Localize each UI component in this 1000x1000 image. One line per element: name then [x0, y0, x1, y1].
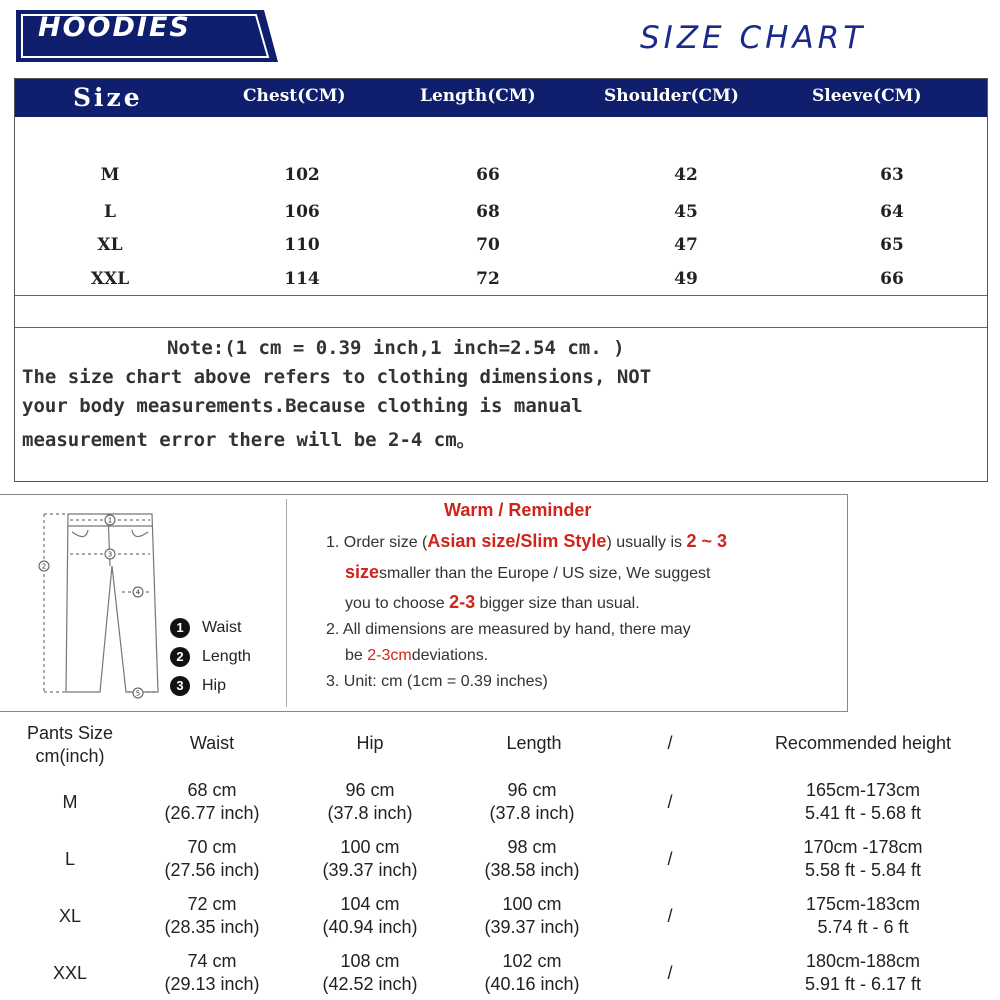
cell-inch: (42.52 inch) — [322, 974, 418, 994]
cell-cm: 180cm-188cm — [805, 951, 921, 971]
legend-waist — [170, 618, 241, 638]
cell-cm: 100 cm — [502, 894, 562, 914]
cell-cm: 72 cm — [187, 894, 237, 914]
pants-row-xxl-size: XXL — [52, 963, 88, 983]
pants-row-xl-height — [730, 893, 996, 939]
pants-row-xxl-height — [730, 950, 996, 996]
pants-row-xl-size: XL — [58, 906, 82, 926]
cell-cm: 175cm-183cm — [805, 894, 921, 914]
reminder-title: Warm / Reminder — [444, 500, 592, 520]
pants-header-size — [0, 722, 140, 768]
legend-number-badge: 3 — [170, 676, 190, 696]
reminder-line-6: 3. Unit: cm (1cm = 0.39 inches) — [326, 673, 548, 690]
pants-row-xxl-slash: / — [667, 963, 673, 983]
cell-ft: 5.41 ft - 5.68 ft — [804, 803, 922, 823]
cell-inch: (40.16 inch) — [484, 974, 580, 994]
legend-number-badge: 2 — [170, 647, 190, 667]
reminder-highlight: 2 ~ 3 — [686, 531, 728, 551]
cell-ft: 5.74 ft - 6 ft — [817, 917, 909, 937]
cell-cm: 68 cm — [187, 780, 237, 800]
reminder-line-3 — [345, 592, 640, 613]
cell-inch: (40.94 inch) — [322, 917, 418, 937]
header-size: Size — [73, 83, 143, 112]
cell-ft: 5.58 ft - 5.84 ft — [804, 860, 922, 880]
reminder-line-5 — [345, 647, 488, 665]
divider — [286, 499, 287, 707]
row-l-shoulder: 45 — [674, 202, 698, 222]
row-xxl-chest: 114 — [284, 269, 320, 289]
reminder-line-4: 2. All dimensions are measured by hand, there may — [326, 621, 691, 638]
pants-row-l-slash: / — [667, 849, 673, 869]
row-m-length: 66 — [476, 165, 500, 185]
cell-cm: 170cm -178cm — [803, 837, 923, 857]
row-m-shoulder: 42 — [674, 165, 698, 185]
legend-label: Length — [202, 648, 251, 666]
reminder-text: deviations. — [411, 647, 489, 664]
row-m-sleeve: 63 — [880, 165, 904, 185]
row-xl-chest: 110 — [284, 235, 320, 255]
cell-inch: (29.13 inch) — [164, 974, 260, 994]
cell-cm: 74 cm — [187, 951, 237, 971]
divider — [15, 295, 987, 296]
row-xxl-size: XXL — [90, 269, 130, 289]
cell-cm: 102 cm — [502, 951, 562, 971]
pants-row-l-height — [730, 836, 996, 882]
hoodies-badge-label: HOODIES — [38, 12, 191, 43]
reminder-line-2 — [345, 562, 710, 583]
reminder-text: ) usually is — [606, 534, 687, 551]
cell-cm: 98 cm — [507, 837, 557, 857]
row-xl-length: 70 — [476, 235, 500, 255]
cell-inch: (37.8 inch) — [327, 803, 413, 823]
pants-row-xxl-waist — [142, 950, 282, 996]
legend-length — [170, 647, 251, 667]
legend-label: Waist — [202, 619, 242, 637]
cell-cm: 70 cm — [187, 837, 237, 857]
header-shoulder: Shoulder(CM) — [604, 86, 739, 106]
note-line: measurement error there will be 2-4 cm。 — [22, 429, 476, 451]
pants-row-m-hip — [300, 779, 440, 825]
row-l-sleeve: 64 — [880, 202, 904, 222]
legend-label: Hip — [202, 677, 227, 695]
size-chart-title: SIZE CHART — [640, 20, 867, 56]
cell-cm: 108 cm — [340, 951, 400, 971]
header-text: cm(inch) — [35, 746, 105, 766]
pants-diagram — [30, 506, 170, 702]
header-sleeve: Sleeve(CM) — [812, 86, 922, 106]
header-length: Length(CM) — [420, 86, 536, 106]
pants-header-length: Length — [506, 733, 562, 753]
pants-row-m-slash: / — [667, 792, 673, 812]
cell-inch: (26.77 inch) — [164, 803, 260, 823]
pants-row-xl-slash: / — [667, 906, 673, 926]
legend-number-badge: 1 — [170, 618, 190, 638]
svg-text:4: 4 — [135, 588, 141, 597]
reminder-line-1 — [326, 531, 727, 552]
pants-row-l-size: L — [64, 849, 75, 869]
header-text: Pants Size — [26, 723, 114, 743]
pants-row-l-length — [462, 836, 602, 882]
reminder-text: smaller than the Europe / US size, We suggest — [379, 565, 711, 582]
note-conversion: Note:(1 cm = 0.39 inch,1 inch=2.54 cm. ) — [167, 337, 625, 359]
cell-cm: 96 cm — [345, 780, 395, 800]
cell-inch: (28.35 inch) — [164, 917, 260, 937]
row-l-size: L — [104, 202, 116, 222]
row-l-chest: 106 — [284, 202, 320, 222]
reminder-text: bigger size than usual. — [475, 595, 640, 612]
row-xxl-shoulder: 49 — [674, 269, 698, 289]
reminder-highlight: Asian size/Slim Style — [427, 531, 607, 551]
reminder-text: you to choose — [345, 595, 450, 612]
pants-header-slash: / — [667, 733, 673, 753]
svg-text:1: 1 — [107, 516, 113, 525]
divider — [15, 327, 987, 328]
pants-header-waist: Waist — [189, 733, 235, 753]
cell-inch: (37.8 inch) — [489, 803, 575, 823]
pants-header-hip: Hip — [356, 733, 384, 753]
header-chest: Chest(CM) — [243, 86, 346, 106]
pants-row-xxl-hip — [300, 950, 440, 996]
reminder-highlight: 2-3cm — [367, 647, 412, 664]
cell-cm: 104 cm — [340, 894, 400, 914]
reminder-highlight: size — [345, 562, 380, 582]
reminder-text: 1. Order size ( — [326, 534, 428, 551]
pants-header-height: Recommended height — [774, 733, 952, 753]
row-xl-sleeve: 65 — [880, 235, 904, 255]
row-xxl-sleeve: 66 — [880, 269, 904, 289]
note-line: your body measurements.Because clothing is manual — [22, 395, 583, 417]
pants-row-l-waist — [142, 836, 282, 882]
pants-row-xl-length — [462, 893, 602, 939]
svg-text:2: 2 — [41, 562, 47, 571]
pants-row-m-waist — [142, 779, 282, 825]
svg-text:3: 3 — [107, 550, 113, 559]
cell-inch: (39.37 inch) — [322, 860, 418, 880]
row-xl-shoulder: 47 — [674, 235, 698, 255]
cell-cm: 100 cm — [340, 837, 400, 857]
row-xl-size: XL — [97, 235, 123, 255]
note-line: The size chart above refers to clothing dimensions, NOT — [22, 366, 652, 388]
reminder-text: be — [345, 647, 368, 664]
pants-row-xl-waist — [142, 893, 282, 939]
reminder-highlight: 2-3 — [449, 592, 476, 612]
pants-row-m-length — [462, 779, 602, 825]
row-m-chest: 102 — [284, 165, 320, 185]
hoodie-table-header — [15, 79, 987, 117]
pants-row-m-size: M — [62, 792, 78, 812]
pants-row-xxl-length — [462, 950, 602, 996]
cell-cm: 165cm-173cm — [805, 780, 921, 800]
row-xxl-length: 72 — [476, 269, 500, 289]
cell-inch: (39.37 inch) — [484, 917, 580, 937]
cell-inch: (27.56 inch) — [164, 860, 260, 880]
pants-row-l-hip — [300, 836, 440, 882]
cell-ft: 5.91 ft - 6.17 ft — [804, 974, 922, 994]
cell-inch: (38.58 inch) — [484, 860, 580, 880]
svg-text:5: 5 — [135, 689, 141, 698]
legend-hip — [170, 676, 226, 696]
row-l-length: 68 — [476, 202, 500, 222]
pants-row-m-height — [730, 779, 996, 825]
pants-row-xl-hip — [300, 893, 440, 939]
hoodie-size-table — [14, 78, 988, 482]
cell-cm: 96 cm — [507, 780, 557, 800]
row-m-size: M — [100, 165, 120, 185]
